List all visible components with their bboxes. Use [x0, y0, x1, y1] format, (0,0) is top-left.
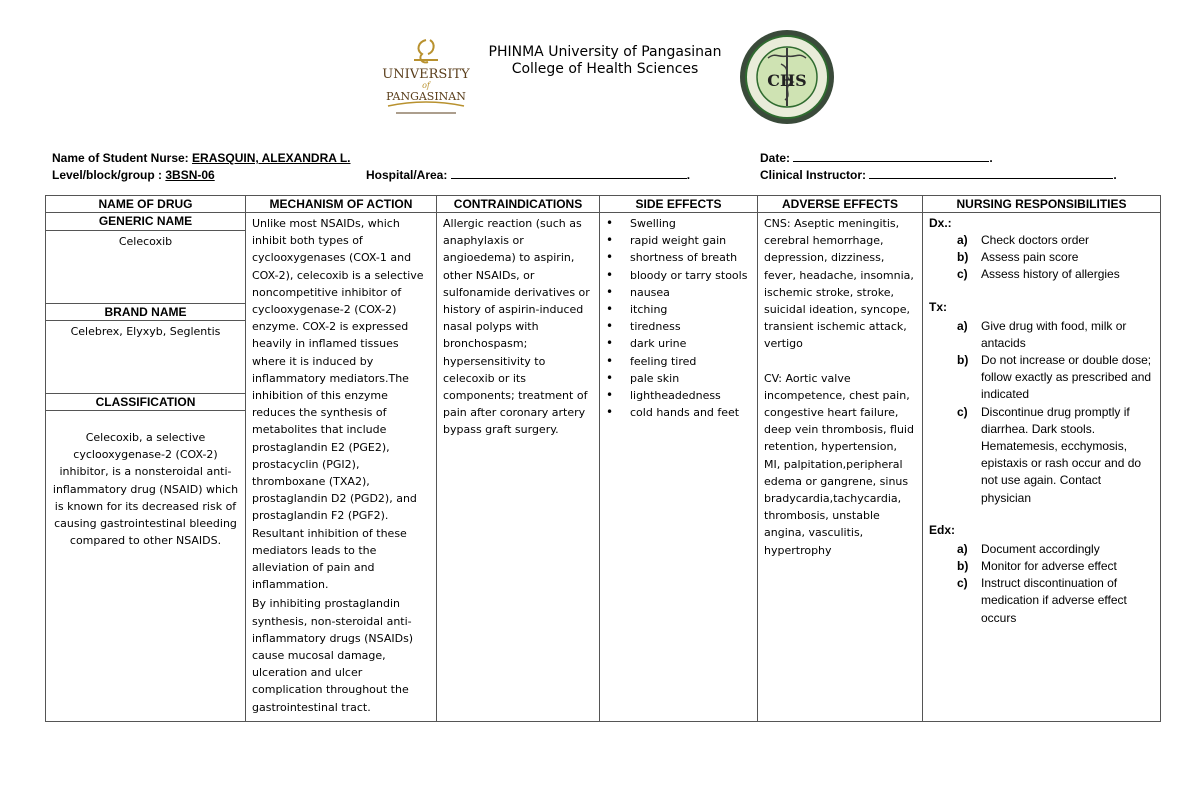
dx-item	[929, 249, 1154, 266]
list-marker: b)	[957, 250, 969, 265]
side-effect-item: • pale skin	[600, 370, 757, 387]
table-body-row	[46, 213, 1161, 722]
edx-item-text: Monitor for adverse effect	[981, 559, 1117, 574]
header-name-of-drug: NAME OF DRUG	[46, 196, 246, 213]
list-marker: c)	[957, 576, 968, 591]
header-mechanism-of-action: MECHANISM OF ACTION	[246, 196, 437, 213]
side-effect-item: • lightheadedness	[600, 387, 757, 404]
list-marker: a)	[957, 541, 968, 556]
dx-item-text: Assess history of allergies	[981, 267, 1120, 282]
student-name-value: ERASQUIN, ALEXANDRA L.	[192, 151, 351, 165]
logo-word-of: of	[422, 81, 430, 90]
side-effect-item: • shortness of breath	[600, 249, 757, 266]
tx-item	[929, 318, 1154, 352]
side-effect-item: • tiredness	[600, 318, 757, 335]
hospital-row	[366, 168, 690, 182]
instructor-label: Clinical Instructor:	[760, 168, 867, 182]
classification-value: Celecoxib, a selective cyclooxygenase-2 (COX-2) inhibitor, is a nonsteroidal anti-inflammatory drug (NSAID) which is known for its decreased risk of causing gastrointestinal bleeding compared to other NSAIDS.	[52, 431, 239, 548]
student-name-label: Name of Student Nurse:	[52, 151, 189, 165]
drug-study-table	[45, 195, 1161, 722]
tx-item-text: Discontinue drug promptly if diarrhea. Dark stools. Hematemesis, ecchymosis, epistaxis or rash occur and do not use again. Contact physician	[981, 404, 1142, 505]
side-effect-item: • itching	[600, 301, 757, 318]
college-name: College of Health Sciences	[511, 61, 699, 77]
tx-list	[929, 318, 1154, 507]
seal-letters: CHS	[767, 71, 807, 90]
date-blank-line	[793, 151, 989, 162]
hospital-label: Hospital/Area:	[366, 168, 448, 182]
drug-name-cell	[46, 213, 246, 722]
logo-word-university: UNIVERSITY	[382, 67, 470, 82]
adverse-cns-text: CNS: Aseptic meningitis, cerebral hemorrhage, depression, dizziness, fever, headache, insomnia, ischemic stroke, stroke, suicidal ideation, syncope, transient ischemic attack, vertigo	[764, 217, 914, 351]
instructor-blank-line	[869, 168, 1113, 179]
side-effects-cell	[600, 213, 758, 722]
side-effect-item: • rapid weight gain	[600, 232, 757, 249]
side-effect-item: • bloody or tarry stools	[600, 267, 757, 284]
list-marker: b)	[957, 353, 969, 368]
list-marker: a)	[957, 318, 968, 333]
edx-item	[929, 541, 1154, 558]
date-line-end: .	[989, 151, 993, 165]
university-name: PHINMA University of Pangasinan	[488, 44, 722, 60]
logo-word-pangasinan: PANGASINAN	[386, 90, 466, 103]
hospital-blank-line	[451, 168, 687, 179]
edx-item-text: Instruct discontinuation of medication if adverse effect occurs	[981, 576, 1127, 625]
list-marker: b)	[957, 559, 969, 574]
side-effect-item: • dark urine	[600, 335, 757, 352]
tx-item-text: Give drug with food, milk or antacids	[981, 318, 1127, 350]
brand-name-label: BRAND NAME	[46, 303, 245, 321]
dx-item-text: Check doctors order	[981, 233, 1090, 247]
contraindications-text: Allergic reaction (such as anaphylaxis or angioedema) to aspirin, other NSAIDs, or sulfonamide derivatives or history of aspirin-induced nasal polyps with bronchospasm; hypersensitivity to celecoxib or its components; treatment of pain after coronary artery bypass graft surgery.	[443, 217, 590, 437]
header-contraindications: CONTRAINDICATIONS	[437, 196, 600, 213]
header-adverse-effects: ADVERSE EFFECTS	[758, 196, 923, 213]
tx-item	[929, 404, 1154, 507]
adverse-effects-cell	[758, 213, 923, 722]
side-effect-item: • nausea	[600, 284, 757, 301]
instructor-row	[760, 168, 1117, 182]
dx-item-text: Assess pain score	[981, 250, 1079, 265]
side-effect-item: • Swelling	[600, 215, 757, 232]
nursing-responsibilities-cell	[923, 213, 1161, 722]
contraindications-cell	[437, 213, 600, 722]
edx-item	[929, 575, 1154, 627]
date-label: Date:	[760, 151, 791, 165]
classification-label: CLASSIFICATION	[46, 393, 245, 411]
edx-list	[929, 541, 1154, 627]
dx-item	[929, 232, 1154, 249]
edx-label: Edx:	[929, 522, 956, 537]
date-row	[760, 151, 993, 165]
student-name-row	[52, 151, 350, 165]
side-effects-list	[600, 213, 757, 421]
dx-list	[929, 232, 1154, 284]
mechanism-text-2: By inhibiting prostaglandin synthesis, non-steroidal anti-inflammatory drugs (NSAIDs) cause mucosal damage, ulceration and ulcer complication throughout the gastrointestinal tract.	[252, 597, 414, 714]
generic-name-label: GENERIC NAME	[46, 213, 245, 231]
tx-item	[929, 352, 1154, 404]
dx-item	[929, 266, 1154, 283]
hospital-line-end: .	[686, 168, 691, 182]
tx-label: Tx:	[929, 299, 947, 314]
edx-item-text: Document accordingly	[981, 541, 1100, 556]
institution-title	[440, 44, 770, 78]
adverse-cv-text: CV: Aortic valve incompetence, chest pain, congestive heart failure, deep vein thrombosis, fluid retention, hypertension, MI, palpitation,peripheral edema or gangrene, sinus bradycardia,tachycardia, thrombosis, unstable angina, vasculitis, hypertrophy	[764, 371, 914, 557]
side-effect-item: • feeling tired	[600, 353, 757, 370]
list-marker: a)	[957, 233, 968, 247]
table-header-row	[46, 196, 1161, 213]
document-header	[0, 28, 1200, 128]
generic-name-value: Celecoxib	[118, 235, 173, 248]
instructor-line-end: .	[1113, 168, 1117, 182]
mechanism-cell	[246, 213, 437, 722]
side-effect-item: • cold hands and feet	[600, 404, 757, 421]
list-marker: c)	[957, 404, 968, 419]
level-row	[52, 168, 215, 182]
list-marker: c)	[957, 267, 968, 282]
header-side-effects: SIDE EFFECTS	[600, 196, 758, 213]
chs-seal-logo	[738, 28, 836, 126]
edx-item	[929, 558, 1154, 575]
level-label: Level/block/group :	[52, 168, 163, 182]
header-nursing-responsibilities: NURSING RESPONSIBILITIES	[923, 196, 1161, 213]
dx-label: Dx.:	[929, 216, 952, 230]
tx-item-text: Do not increase or double dose; follow exactly as prescribed and indicated	[981, 353, 1152, 402]
level-value: 3BSN-06	[165, 168, 215, 182]
brand-name-value: Celebrex, Elyxyb, Seglentis	[70, 325, 221, 338]
mechanism-text: Unlike most NSAIDs, which inhibit both types of cyclooxygenases (COX-1 and COX-2), celecoxib is a selective noncompetitive inhibitor of cyclooxygenase-2 (COX-2) enzyme. COX-2 is expressed heavily in inflamed tissues where it is induced by inflammatory mediators.The inhibition of this enzyme reduces the synthesis of metabolites that include prostaglandin E2 (PGE2), prostacyclin (PGI2), thromboxane (TXA2), prostaglandin D2 (PGD2), and prostaglandin F2 (PGF2). Resultant inhibition of these mediators leads to the alleviation of pain and inflammation.	[252, 217, 424, 592]
